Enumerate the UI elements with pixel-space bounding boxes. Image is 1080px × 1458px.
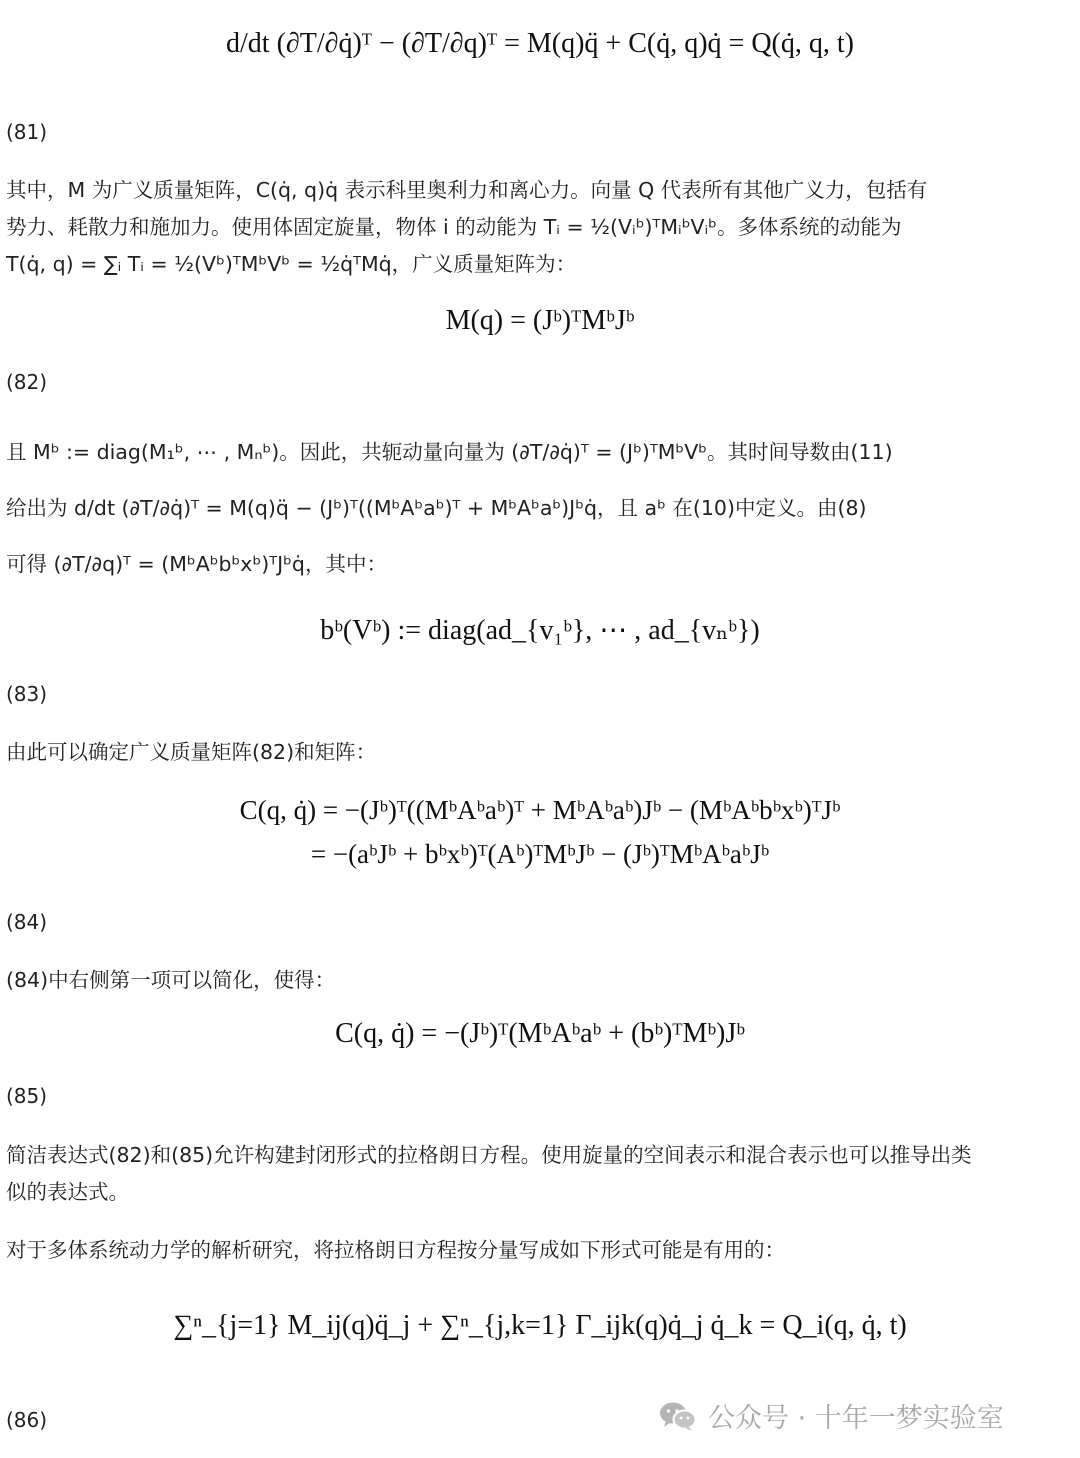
paragraph-5-line-1: 简洁表达式(82)和(85)允许构建封闭形式的拉格朗日方程。使用旋量的空间表示和混合表示也可以推导出类	[6, 1143, 972, 1167]
equation-85: C(q, q̇) = −(Jᵇ)ᵀ(MᵇAᵇaᵇ + (bᵇ)ᵀMᵇ)Jᵇ	[335, 1018, 745, 1049]
equation-82: M(q) = (Jᵇ)ᵀMᵇJᵇ	[445, 305, 635, 336]
paragraph-2-line-2: 给出为 d/dt (∂T/∂q̇)ᵀ = M(q)q̈ − (Jᵇ)ᵀ((MᵇAᵇaᵇ)ᵀ + MᵇAᵇaᵇ)Jᵇq̇，且 aᵇ 在(10)中定义。由(8)	[6, 496, 867, 520]
paragraph-1-line-3: T(q̇, q) = ∑ᵢ Tᵢ = ½(Vᵇ)ᵀMᵇVᵇ = ½q̇ᵀMq̇，广义质量矩阵为：	[6, 252, 577, 276]
watermark-text: 公众号 · 十年一梦实验室	[708, 1403, 1004, 1434]
equation-number-81: (81)	[6, 120, 48, 144]
paragraph-4: (84)中右侧第一项可以简化，使得：	[6, 968, 336, 992]
equation-83: bᵇ(Vᵇ) := diag(ad_{v₁ᵇ}, ⋯ , ad_{vₙᵇ})	[320, 615, 760, 646]
paragraph-6: 对于多体系统动力学的解析研究，将拉格朗日方程按分量写成如下形式可能是有用的：	[6, 1238, 785, 1262]
equation-84-line-1: C(q, q̇) = −(Jᵇ)ᵀ((MᵇAᵇaᵇ)ᵀ + MᵇAᵇaᵇ)Jᵇ − (MᵇAᵇbᵇxᵇ)ᵀJᵇ	[239, 795, 841, 825]
equation-number-83: (83)	[6, 682, 48, 706]
equation-number-84: (84)	[6, 910, 48, 934]
watermark	[658, 1396, 1004, 1435]
equation-86: ∑ⁿ_{j=1} M_ij(q)q̈_j + ∑ⁿ_{j,k=1} Γ_ijk(q)q̇_j q̇_k = Q_i(q, q̇, t)	[173, 1310, 907, 1341]
equation-84-line-2: = −(aᵇJᵇ + bᵇxᵇ)ᵀ(Aᵇ)ᵀMᵇJᵇ − (Jᵇ)ᵀMᵇAᵇaᵇJᵇ	[310, 839, 770, 869]
wechat-icon	[658, 1400, 698, 1432]
equation-number-85: (85)	[6, 1084, 48, 1108]
paragraph-1-line-1: 其中，M 为广义质量矩阵，C(q̇, q)q̇ 表示科里奥利力和离心力。向量 Q 代表所有其他广义力，包括有	[6, 178, 928, 202]
equation-number-82: (82)	[6, 370, 48, 394]
equation-81: d/dt (∂T/∂q̇)ᵀ − (∂T/∂q)ᵀ = M(q)q̈ + C(q̇, q)q̇ = Q(q̇, q, t)	[226, 28, 854, 59]
paragraph-2-line-1: 且 Mᵇ := diag(M₁ᵇ, ⋯ , Mₙᵇ)。因此，共轭动量向量为 (∂T/∂q̇)ᵀ = (Jᵇ)ᵀMᵇVᵇ。其时间导数由(11)	[6, 440, 893, 464]
paragraph-5-line-2: 似的表达式。	[6, 1180, 129, 1204]
equation-number-86: (86)	[6, 1408, 48, 1432]
paragraph-1-line-2: 势力、耗散力和施加力。使用体固定旋量，物体 i 的动能为 Tᵢ = ½(Vᵢᵇ)ᵀMᵢᵇVᵢᵇ。多体系统的动能为	[6, 215, 902, 239]
paragraph-3: 由此可以确定广义质量矩阵(82)和矩阵：	[6, 740, 377, 764]
paragraph-2-line-3: 可得 (∂T/∂q)ᵀ = (MᵇAᵇbᵇxᵇ)ᵀJᵇq̇，其中：	[6, 552, 387, 576]
